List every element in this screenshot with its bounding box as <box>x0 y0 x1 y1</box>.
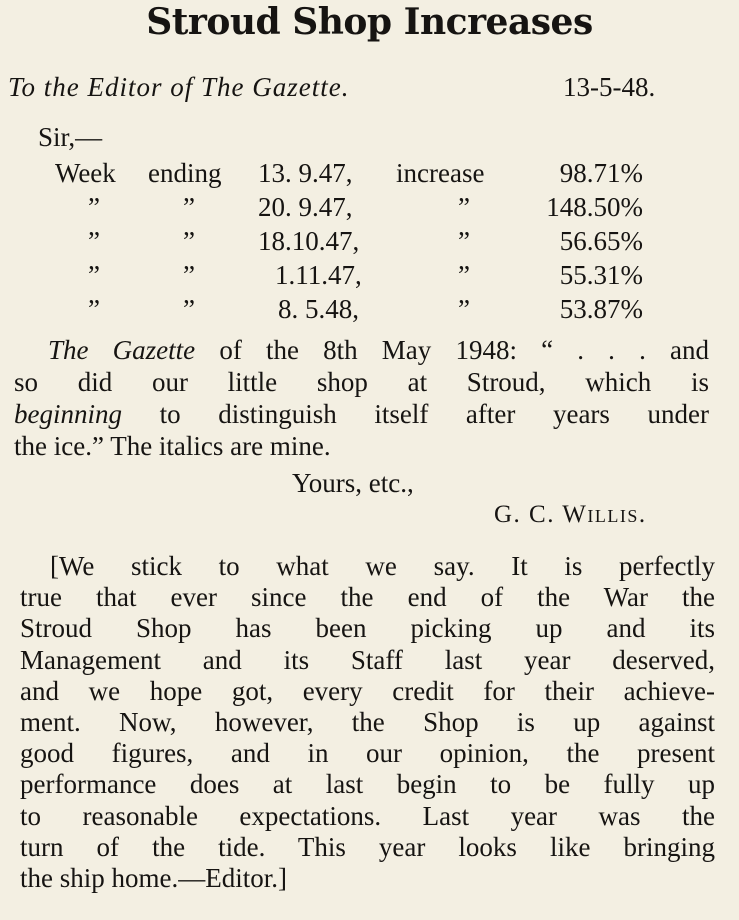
letter-body <box>14 334 709 462</box>
week-date: 13. 9.47, <box>258 158 353 188</box>
ditto-mark: ” <box>458 192 470 222</box>
increase-value: 148.50% <box>546 192 643 222</box>
reply-line: true that ever since the end of the War the <box>20 582 715 613</box>
ditto-mark: ” <box>458 294 470 324</box>
letter-line <box>14 398 709 430</box>
increase-value: 56.65% <box>559 226 643 256</box>
letter-date: 13-5-48. <box>563 72 656 102</box>
addressee-line <box>8 70 708 104</box>
ditto-mark: ” <box>458 260 470 290</box>
label-ending: ending <box>148 158 222 188</box>
reply-line: [We stick to what we say. It is perfectly <box>50 551 715 581</box>
table-row <box>0 292 739 326</box>
reply-line: Management and its Staff last year deserved, <box>20 644 715 675</box>
reply-line: turn of the tide. This year looks like bringing <box>20 831 715 862</box>
increase-value: 53.87% <box>559 294 643 324</box>
closing: Yours, etc., <box>292 468 414 498</box>
letter-line <box>14 334 709 366</box>
ditto-mark: ” <box>88 226 100 256</box>
ditto-mark: ” <box>183 260 195 290</box>
signature-name: G. C. Willis. <box>494 501 647 528</box>
ditto-mark: ” <box>183 226 195 256</box>
week-date: 20. 9.47, <box>258 192 353 222</box>
reply-line: the ship home.—Editor.] <box>20 863 287 894</box>
reply-line: performance does at last begin to be fully up <box>20 769 715 800</box>
ditto-mark: ” <box>88 192 100 222</box>
letter-text: of the 8th May 1948: “ . . . and <box>195 335 709 365</box>
increase-value: 98.71% <box>559 158 643 188</box>
week-date: 1.11.47, <box>275 260 362 290</box>
table-row <box>0 190 739 224</box>
letter-line: so did our little shop at Stroud, which is <box>14 367 709 397</box>
reply-line: to reasonable expectations. Last year was the <box>20 800 715 831</box>
reply-line: ment. Now, however, the Shop is up against <box>20 707 715 738</box>
increase-label: increase <box>396 158 485 188</box>
reply-line: Stroud Shop has been picking up and its <box>20 613 715 644</box>
italic-text: beginning <box>14 399 122 429</box>
addressee: To the Editor of The Gazette. <box>8 72 350 102</box>
editor-reply <box>20 551 715 894</box>
letter-text: to distinguish itself after years under <box>122 399 709 429</box>
italic-text: The Gazette <box>48 335 196 365</box>
ditto-mark: ” <box>183 294 195 324</box>
week-date: 18.10.47, <box>258 226 360 256</box>
label-week: Week <box>55 158 116 188</box>
salutation: Sir,— <box>38 122 103 152</box>
ditto-mark: ” <box>88 294 100 324</box>
letter-line: the ice.” The italics are mine. <box>14 431 331 461</box>
table-row <box>0 224 739 258</box>
week-date: 8. 5.48, <box>278 294 359 324</box>
table-row <box>0 258 739 292</box>
table-row <box>0 156 739 190</box>
headline: Stroud Shop Increases <box>146 1 593 43</box>
reply-line: and we hope got, every credit for their achieve- <box>20 675 715 706</box>
ditto-mark: ” <box>88 260 100 290</box>
reply-line: good figures, and in our opinion, the present <box>20 738 715 769</box>
increase-value: 55.31% <box>559 260 643 290</box>
ditto-mark: ” <box>183 192 195 222</box>
ditto-mark: ” <box>458 226 470 256</box>
